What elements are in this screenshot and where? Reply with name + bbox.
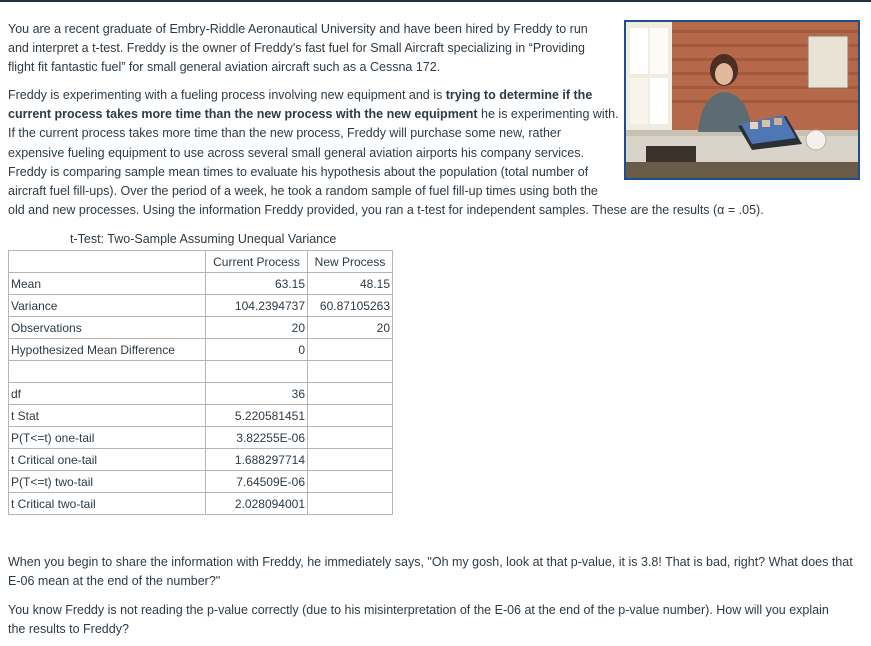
table-row	[9, 405, 393, 427]
table-row	[9, 273, 393, 295]
experiment-line: aircraft fuel fill-ups). Over the period of a week, he took a random sample of fuel fill-up times using both the	[8, 184, 598, 199]
question-line: the results to Freddy?	[8, 622, 129, 637]
header-new-process: New Process	[308, 251, 393, 273]
table-title: t-Test: Two-Sample Assuming Unequal Variance	[70, 232, 337, 246]
new-value	[308, 471, 393, 493]
table-spacer-row	[9, 361, 393, 383]
table-row	[9, 295, 393, 317]
quote-line: E-06 mean at the end of the number?"	[8, 574, 221, 589]
row-label: P(T<=t) two-tail	[9, 471, 206, 493]
current-value: 7.64509E-06	[206, 471, 308, 493]
new-value	[308, 427, 393, 449]
row-label: t Stat	[9, 405, 206, 427]
table-row	[9, 493, 393, 515]
top-rule	[0, 0, 871, 2]
new-value	[308, 339, 393, 361]
table-row	[9, 383, 393, 405]
freddy-quote-paragraph	[8, 553, 853, 591]
video-call-photo	[624, 20, 860, 180]
table-row	[9, 449, 393, 471]
new-value	[308, 405, 393, 427]
current-value: 3.82255E-06	[206, 427, 308, 449]
row-label: Hypothesized Mean Difference	[9, 339, 206, 361]
row-label: P(T<=t) one-tail	[9, 427, 206, 449]
new-value	[308, 449, 393, 471]
intro-line: flight fit fantastic fuel” for small general aviation aircraft such as a Cessna 172.	[8, 60, 441, 75]
current-value: 63.15	[206, 273, 308, 295]
row-label: t Critical one-tail	[9, 449, 206, 471]
row-label: Observations	[9, 317, 206, 339]
intro-line: and interpret a t-test. Freddy is the owner of Freddy's fast fuel for Small Aircraft specializing in “Providing	[8, 41, 585, 56]
experiment-line: Freddy is experimenting with a fueling process involving new equipment and is trying to determine if the	[8, 88, 593, 102]
question-paragraph	[8, 601, 829, 639]
intro-line: You are a recent graduate of Embry-Riddle Aeronautical University and have been hired by Freddy to run	[8, 22, 588, 36]
row-label: Variance	[9, 295, 206, 317]
current-value: 104.2394737	[206, 295, 308, 317]
new-value	[308, 493, 393, 515]
current-value: 2.028094001	[206, 493, 308, 515]
new-value: 20	[308, 317, 393, 339]
table-row	[9, 339, 393, 361]
experiment-line: expensive fueling equipment to use across several small general aviation airports his company services.	[8, 145, 584, 160]
new-value: 60.87105263	[308, 295, 393, 317]
intro-paragraph	[8, 20, 588, 78]
experiment-line: old and new processes. Using the information Freddy provided, you ran a t-test for independent samples. These are the results (α = .05).	[8, 203, 764, 218]
table-row	[9, 317, 393, 339]
header-current-process: Current Process	[206, 251, 308, 273]
row-label: t Critical two-tail	[9, 493, 206, 515]
experiment-line: If the current process takes more time than the new process, Freddy will purchase some new, rather	[8, 126, 562, 141]
table-header-row	[9, 251, 393, 273]
current-value: 36	[206, 383, 308, 405]
experiment-line: Freddy is comparing sample mean times to evaluate his hypothesis about the population (total number of	[8, 164, 589, 179]
new-value	[308, 383, 393, 405]
new-value: 48.15	[308, 273, 393, 295]
quote-line: When you begin to share the information with Freddy, he immediately says, "Oh my gosh, look at that p-value, it is 3.8! That is bad, right? What does that	[8, 555, 853, 569]
table-row	[9, 471, 393, 493]
current-value: 20	[206, 317, 308, 339]
experiment-line: current process takes more time than the new process with the new equipment he is experimenting with.	[8, 107, 619, 122]
current-value: 0	[206, 339, 308, 361]
t-test-results-table	[8, 250, 393, 515]
row-label: Mean	[9, 273, 206, 295]
question-line: You know Freddy is not reading the p-value correctly (due to his misinterpretation of the E-06 at the end of the p-value number). How will you explain	[8, 603, 829, 617]
table-row	[9, 427, 393, 449]
header-blank-cell	[9, 251, 206, 273]
current-value: 1.688297714	[206, 449, 308, 471]
current-value: 5.220581451	[206, 405, 308, 427]
row-label: df	[9, 383, 206, 405]
